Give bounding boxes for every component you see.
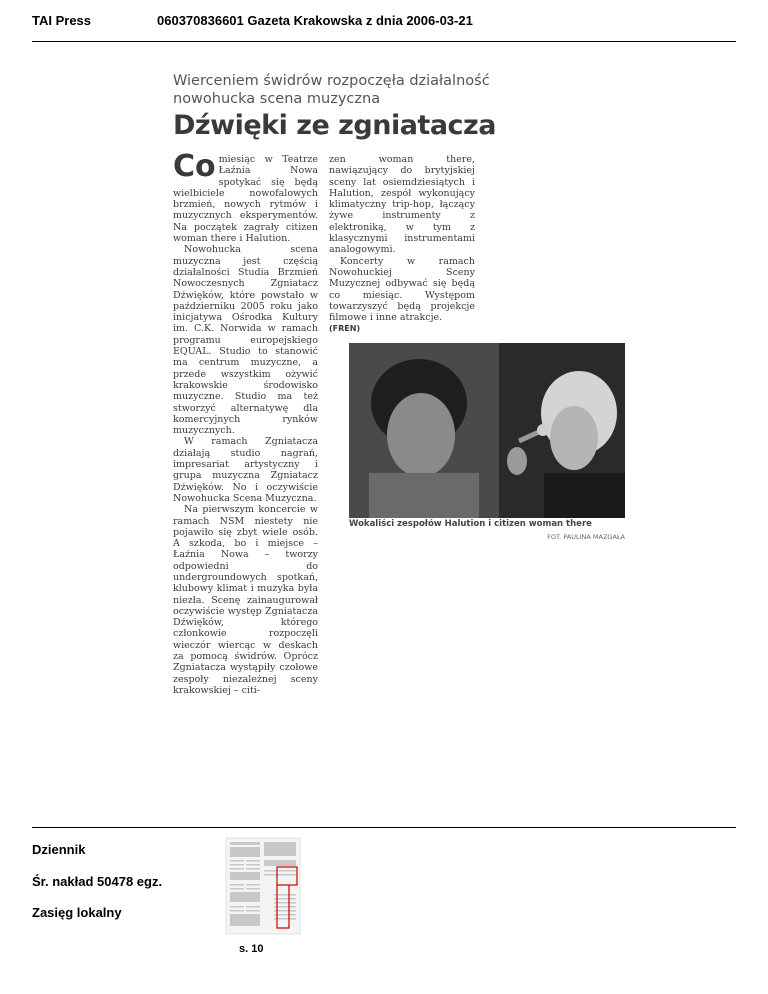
col1-paragraph-1: [173, 149, 318, 245]
col1-paragraph-2: Nowohucka scena muzyczna jest częścią działalności Studia Brzmień Nowoczesnych Zgniatacz Dźwięków, które powstało w październiku 2005 roku jako inicjatywa Ośrodka Kultury im. C.K. Norwida w ramach programu europejskiego EQUAL. Studio to stanowić ma centrum muzyczne, a przede wszystkim ożywić krakowskie środowisko muzyczne. Studio ma też stworzyć alternatywę dla komercyjnych rynków muzycznych.: [173, 244, 318, 437]
photo-caption: Wokaliści zespołów Halution i citizen woman there: [349, 519, 592, 529]
photo-credit: FOT. PAULINA MAZGAŁA: [547, 533, 625, 541]
publication-type: Dziennik: [32, 842, 86, 857]
article-clipping: [163, 62, 631, 696]
col1-paragraph-3: W ramach Zgniatacza działają studio nagrań, impresariat artystyczny i grupa muzyczna Zgniatacz Dźwięków. No i oczywiście Nowohucka Scena Muzyczna.: [173, 436, 318, 504]
col2-paragraph-1: zen woman there, nawiązujący do brytyjskiej sceny lat osiemdziesiątych i Halution, zespół wykonujący klimatyczny trip-hop, łączący żywe instrumenty z elektroniką, w tym z klasycznymi instrumentami analogowymi.: [329, 154, 475, 256]
article-kicker: Wierceniem świdrów rozpoczęła działalność nowohucka scena muzyczna: [173, 73, 490, 107]
col2-paragraph-2: Koncerty w ramach Nowohuckiej Sceny Muzycznej odbywać się będą co miesiąc. Występom towarzyszyć będą projekcje filmowe i inne atrakcje.: [329, 255, 475, 324]
source-label: TAI Press: [32, 13, 92, 28]
col1-p1-text: miesiąc w Teatrze Łaźnia Nowa spotykać się będą wielbiciele nowofalowych brzmień, nowych rytmów i muzycznych eksperymentów. Na początek zagrały citizen woman there i Halution.: [173, 154, 318, 245]
article-column-2: [329, 154, 475, 335]
article-photo: [349, 343, 625, 518]
bottom-divider: [32, 827, 736, 828]
article-headline: Dźwięki ze zgniatacza: [173, 110, 496, 141]
dropcap: Co: [173, 149, 216, 184]
author-signature: (FREN): [329, 324, 361, 334]
col1-paragraph-4: Na pierwszym koncercie w ramach NSM niestety nie pojawiło się zbyt wiele osób. A szkoda, bo i miejsce – Łaźnia Nowa – tworzy odpowiedni do undergroundowych spotkań, klubowy klimat i muzyka była niezła. Scenę zainaugurował oczywiście występ Zgniatacza Dźwięków, którego członkowie rozpoczęli wieczór wiercąc w deskach za pomocą świdrów. Oprócz Zgniatacza wystąpiły czołowe zespoły niezależnej sceny krakowskiej – citi-: [173, 504, 318, 696]
page-thumbnail: [226, 838, 300, 934]
top-divider: [32, 41, 736, 42]
page-number: s. 10: [239, 943, 264, 955]
reach: Zasięg lokalny: [32, 905, 122, 920]
article-column-1: [173, 149, 318, 696]
clip-reference: 060370836601 Gazeta Krakowska z dnia 2006-03-21: [157, 13, 473, 28]
circulation: Śr. nakład 50478 egz.: [32, 874, 163, 889]
